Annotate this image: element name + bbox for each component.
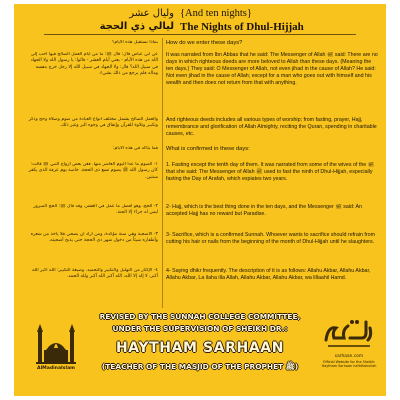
header-divider bbox=[44, 34, 356, 35]
section-english-text: It was narrated from Ibn Abbas that he said: The Messenger of Allah ﷺ said: There are no days in which righteous deeds are more beloved to Allah than these days. (Meaning the ten days.) They said: O Messenger of Allah, not even jihad in the cause of Allah? He said: Not even jihad in the cause of Allah; except for a man who goes out with himself and his wealth and then does not return from that with anything. bbox=[166, 52, 378, 87]
title-arabic: وليال عشر bbox=[129, 8, 174, 19]
section-arabic-text: ٤- الإكثار من التهليل والتكبير والتحميد. وصيغة التكبير: الله أكبر الله أكبر، لا إله إلا الله، الله أكبر الله أكبر ولله الحمد. bbox=[32, 268, 158, 280]
section-english-text: 4- Saying dhikr frequently. The description of it is as follows: Allahu Akbar, Allahu Akbar, Allahu Akbar, La ilaha illa Allah, Allahu Akbar, Allahu Akbar, wa lillaahil Hamd. bbox=[166, 268, 371, 282]
subtitle-arabic: ليالي ذي الحجة bbox=[99, 21, 174, 32]
sarhaan-logo-mark bbox=[322, 314, 376, 352]
section-english-text: 1. Fasting except the tenth day of them. It was narrated from some of the wives of the ﷺ that she said: The Messenger of Allah ﷺ used to fast the ninth of Dhul-Hijjah, especially fasting the Day of Arafah, which expiates two years. bbox=[166, 162, 375, 183]
supervision-line: UNDER THE SUPERVISION OF SHEIKH DR.: bbox=[112, 324, 288, 333]
section-fasting bbox=[14, 162, 386, 200]
subtitle-english: The Nights of Dhul-Hijjah bbox=[180, 21, 304, 33]
section-arabic-text: والعمل الصالح يشمل مختلف أنواع العبادة من صوم وصلاة وحج وذكر وتكبير وتلاوة للقرآن وإنفاق في وجوه البر وغير ذلك. bbox=[28, 117, 158, 129]
sheikh-name: HAYTHAM SARHAAN bbox=[115, 340, 285, 356]
sarhaan-logo bbox=[316, 314, 382, 390]
poster-footer bbox=[14, 310, 386, 396]
mosque-icon bbox=[32, 320, 80, 366]
section-hajj bbox=[14, 204, 386, 228]
section-english-text: 3- Sacrifice, which is a confirmed Sunnah. Whoever wants to sacrifice should refrain from cutting his hair or nails from the beginning of the month of Dhul-Hijjah until he slaughters. bbox=[166, 232, 376, 246]
section-english-text: How do we enter these days? bbox=[166, 40, 243, 46]
title-english: {And ten nights} bbox=[180, 8, 252, 19]
section-confirmed-heading bbox=[14, 146, 386, 156]
revised-by-line: REVISED BY THE SUNNAH COLLEGE COMMITTEE, bbox=[99, 312, 301, 321]
section-sacrifice bbox=[14, 232, 386, 264]
section-arabic-text: عن ابن عباس قال: قال ﷺ: ما من أيام العمل الصالح فيها أحب إلى الله من هذه الأيام - يعني أيام العشر - قالوا: يا رسول الله ولا الجهاد في سبيل الله؟ قال: ولا الجهاد في سبيل الله إلا رجل خرج بنفسه وماله فلم يرجع من ذلك بشيء. bbox=[30, 52, 158, 76]
website-label: sarhaan.com bbox=[334, 354, 364, 359]
almadina-islam-logo bbox=[24, 320, 84, 380]
section-arabic-text: بماذا نستقبل هذه الأيام؟ bbox=[111, 40, 158, 45]
section-hadith bbox=[14, 52, 386, 112]
poster bbox=[14, 4, 386, 396]
section-english-text: 2- Hajj, which is the best thing done in the ten days, and the Messenger ﷺ said: An accepted Hajj has no reward but Paradise. bbox=[166, 204, 363, 218]
sheikh-title: (TEACHER OF THE MASJID OF THE PROPHET ﷺ) bbox=[101, 362, 299, 371]
section-arabic-text: ٣- الأضحية وهي سنة مؤكدة، ومن أراد أن يضحي فلا يأخذ من شعره وأظفاره شيئاً من دخول شهر ذي الحجة حتى يذبح أضحيته. bbox=[30, 232, 158, 244]
section-question bbox=[14, 40, 386, 50]
section-english-text: And righteous deeds includes all various types of worship; from fasting, prayer, Hajj, remembrance and glorification of Allah Almighty, reciting the Quran, spending in charitable causes, etc. bbox=[166, 117, 377, 138]
section-arabic-text: فما يتأكد في هذه الأيام: bbox=[113, 146, 158, 151]
section-dhikr bbox=[14, 268, 386, 308]
section-arabic-text: ٢- الحج، وهو أفضل ما عمل في العشر، وقد قال ﷺ: الحج المبرور ليس له جزاء إلا الجنة. bbox=[33, 204, 158, 216]
logo-left-label: AlMadinaIslam bbox=[37, 366, 75, 371]
section-english-text: What is confirmed in these days: bbox=[166, 146, 250, 152]
poster-header bbox=[14, 8, 386, 42]
section-arabic-text: ١- الصوم ما عدا اليوم العاشر منها. فعن بعض أزواج النبي ﷺ قالت: كان رسول الله ﷺ يصوم تسع ذي الحجة. خاصة يوم عرفة الذي يكفر سنتين. bbox=[28, 162, 158, 180]
website-sublabel: Official Website for the Sheikh: Haytham Sarhaan hafidhahullah bbox=[321, 360, 377, 369]
section-righteous-deeds bbox=[14, 117, 386, 141]
